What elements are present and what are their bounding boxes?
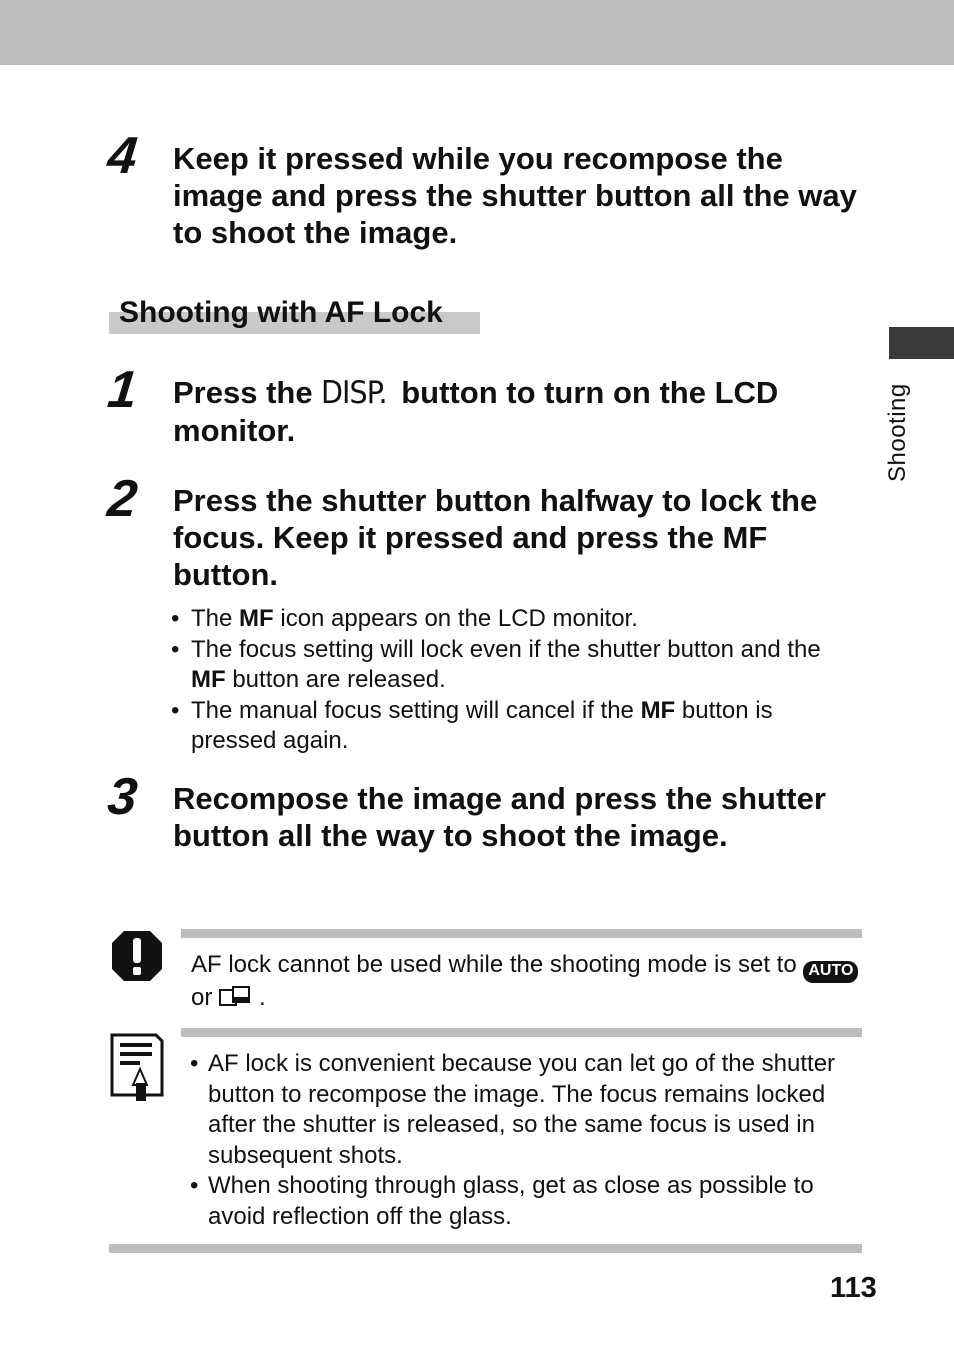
note-icon <box>110 1033 164 1101</box>
caution-text: AF lock cannot be used while the shooting mode is set to AUTO or . <box>191 950 861 1014</box>
auto-mode-icon: AUTO <box>803 961 858 983</box>
section-heading-text: Shooting with AF Lock <box>119 296 443 329</box>
caution-icon <box>110 929 164 983</box>
header-bar <box>0 0 954 65</box>
section-heading <box>109 294 480 334</box>
step-2-bullets <box>171 604 851 757</box>
mf-label: MF <box>191 666 226 693</box>
step-1-suffix: button to turn on the LCD monitor. <box>173 375 779 448</box>
page-number: 113 <box>830 1272 877 1304</box>
list-item: • The MF icon appears on the LCD monitor. <box>171 605 638 632</box>
section-tab <box>889 327 954 359</box>
step-1-number: 1 <box>104 361 140 419</box>
step-1-prefix: Press the <box>173 375 322 410</box>
note-list <box>190 1049 860 1232</box>
bottom-rule <box>109 1244 862 1253</box>
disp-button-icon: DISP. <box>321 375 387 411</box>
note-rule <box>181 1028 862 1037</box>
mf-label: MF <box>239 605 274 632</box>
list-item: • The manual focus setting will cancel if the MF button is pressed again. <box>171 696 773 754</box>
step-2-text: Press the shutter button halfway to lock the focus. Keep it pressed and press the MF button. <box>173 483 818 592</box>
step-4-number: 4 <box>104 127 140 185</box>
caution-rule <box>181 929 862 938</box>
step-3-number: 3 <box>104 768 140 826</box>
mf-label: MF <box>640 696 676 724</box>
step-4-text: Keep it pressed while you recompose the image and press the shutter button all the way to shoot the image. <box>173 141 857 250</box>
step-3-text: Recompose the image and press the shutter button all the way to shoot the image. <box>173 781 826 853</box>
list-item: • When shooting through glass, get as close as possible to avoid reflection off the glass. <box>190 1172 814 1230</box>
list-item: • AF lock is convenient because you can let go of the shutter button to recompose the image. The focus remains locked after the shutter is released, so the same focus is used in subsequent shots. <box>190 1050 836 1169</box>
stitch-assist-icon <box>219 985 259 1007</box>
step-1-text <box>173 374 863 449</box>
list-item: • The focus setting will lock even if the shutter button and the MF button are released. <box>171 635 821 693</box>
step-2-number: 2 <box>104 470 140 528</box>
section-label: Shooting <box>884 383 911 482</box>
